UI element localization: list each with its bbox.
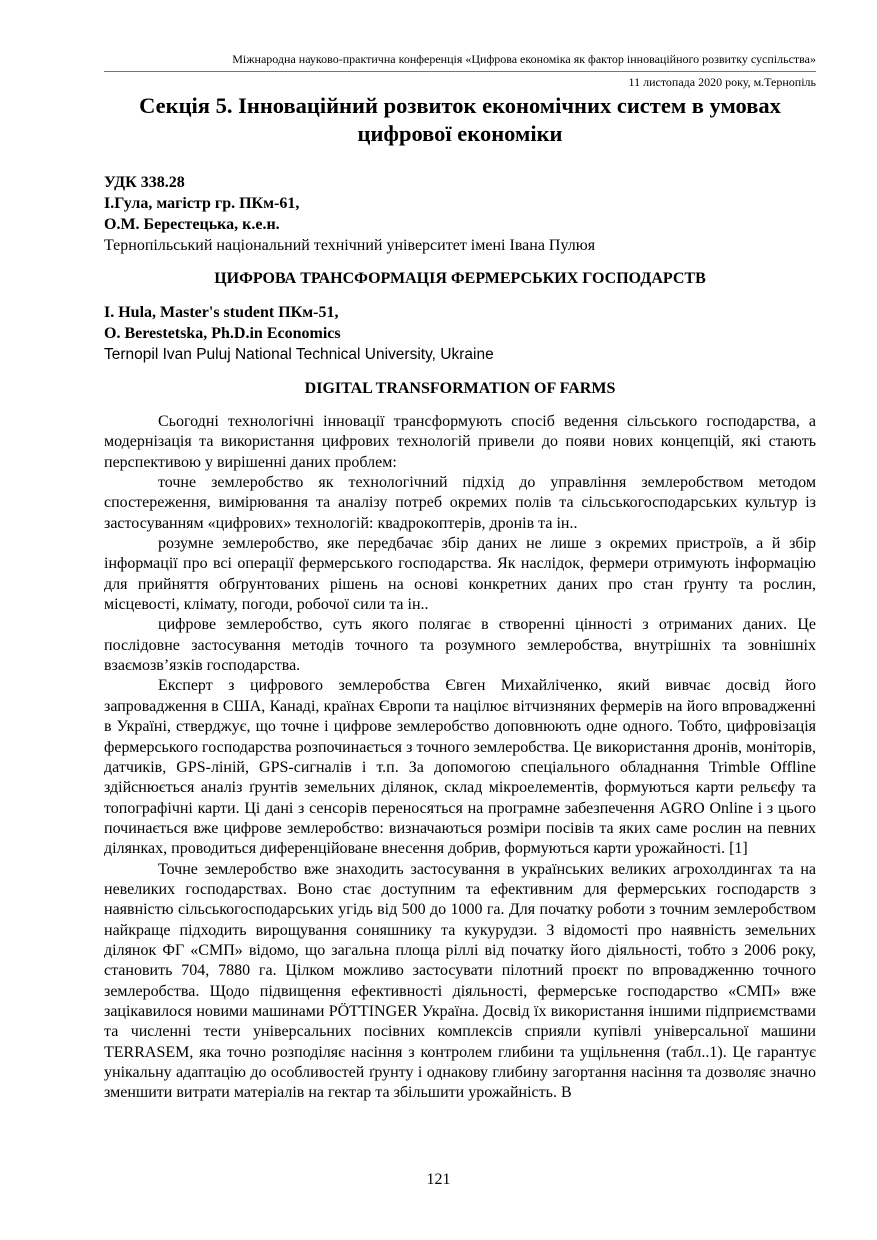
running-header-date: 11 листопада 2020 року, м.Тернопіль <box>628 75 816 89</box>
body-text <box>104 412 816 1104</box>
paragraph: розумне землеробство, яке передбачає збір даних не лише з окремих пристроїв, а й збір інформації про всі операції фермерського господарства. Як наслідок, фермери отримують інформацію для прийняття обґрунтованих рішень на основі конкретних даних про стан ґрунту та рослин, місцевості, клімату, погоди, робочої сили та ін.. <box>104 535 816 614</box>
paragraph: Точне землеробство вже знаходить застосування в українських великих агрохолдингах та на невеликих господарствах. Воно стає доступним та ефективним для фермерських господарств з наявністю сільськогосподарських угідь від 500 до 1000 га. Для початку роботи з точним землеробством найкраще підходить вирощування соняшнику та кукурудзи. З відомості про наявність земельних ділянок ФГ «СМП» відомо, що загальна площа ріллі від початку його діяльності, тобто з 2006 року, становить 704, 7880 га. Цілком можливо застосувати пілотний проєкт по впровадженню точного землеробства. Щодо підвищення ефективності діяльності, фермерське господарство «СМП» вже зацікавилося новими машинами PÖTTINGER Україна. Досвід їх використання іншими підприємствами та численні тести універсальних посівних комплексів сприяли купівлі універсальної машини TERRASEM, яка точно розподіляє насіння з контролем глибини та ущільнення (табл..1). Це гарантує унікальну адаптацію до особливостей ґрунту і однакову глибину загортання насіння та дозволяє значно зменшити витрати матеріалів на гектар та збільшити урожайність. В <box>104 860 816 1102</box>
page-number: 121 <box>426 1171 451 1188</box>
paragraph: цифрове землеробство, суть якого полягає в створенні цінності з отриманих даних. Це послідовне застосування методів точного та розумного землеробства, внутрішніх та зовнішніх взаємозв’язків господарства. <box>104 616 816 675</box>
paragraph: Експерт з цифрового землеробства Євген Михайліченко, який вивчає досвід його запровадження в США, Канаді, країнах Європи та націлює вітчизняних фермерів на його впровадженні в Україні, стверджує, що точне і цифрове землеробство доповнюють одне одного. Тобто, цифровізація фермерського господарства розпочинається з точного землеробства. Це використання дронів, моніторів, датчиків, GPS-ліній, GPS-сигналів і т.п. За допомогою спеціального обладнання Trimble Offline здійснюється аналіз ґрунтів земельних ділянок, склад мікроелементів, формуються карти рельєфу та топографічні карти. Ці дані з сенсорів переносяться на програмне забезпечення AGRO Online і з цього починається вже цифрове землеробство: визначаються розміри посівів та яких саме рослин на певних ділянках, проводиться диференційоване внесення добрив, формуються карти урожайності. [1] <box>104 677 816 858</box>
author-ua-1: І.Гула, магістр гр. ПКм-61, <box>104 195 300 212</box>
affiliation-en: Ternopil Ivan Puluj National Technical University, Ukraine <box>104 346 494 363</box>
paper-title-en: DIGITAL TRANSFORMATION OF FARMS <box>304 380 616 397</box>
paper-title-ua: ЦИФРОВА ТРАНСФОРМАЦІЯ ФЕРМЕРСЬКИХ ГОСПОДАРСТВ <box>214 270 706 287</box>
author-ua-2: О.М. Берестецька, к.е.н. <box>104 216 280 233</box>
author-en-1: I. Hula, Master's student ПКм-51, <box>104 304 339 321</box>
section-title: Секція 5. Інноваційний розвиток економічних систем в умовах цифрової економіки <box>139 93 781 146</box>
udk-code: УДК 338.28 <box>104 174 185 191</box>
paragraph: точне землеробство як технологічний підхід до управління землеробством методом спостереження, вимірювання та аналізу потреб окремих полів та сільськогосподарських культур із застосуванням «цифрових» технологій: квадрокоптерів, дронів та ін.. <box>104 474 816 532</box>
affiliation-ua: Тернопільський національний технічний університет імені Івана Пулюя <box>104 237 596 254</box>
author-en-2: O. Berestetska, Ph.D.in Economics <box>104 325 341 342</box>
running-header-conference: Міжнародна науково-практична конференція «Цифрова економіка як фактор інноваційного розвитку суспільства» <box>232 52 816 66</box>
paragraph: Сьогодні технологічні інновації трансформують спосіб ведення сільського господарства, а модернізація та використання цифрових технологій привели до появи нових концепцій, які стають перспективою у вирішенні даних проблем: <box>104 413 816 471</box>
header-divider <box>104 71 816 72</box>
